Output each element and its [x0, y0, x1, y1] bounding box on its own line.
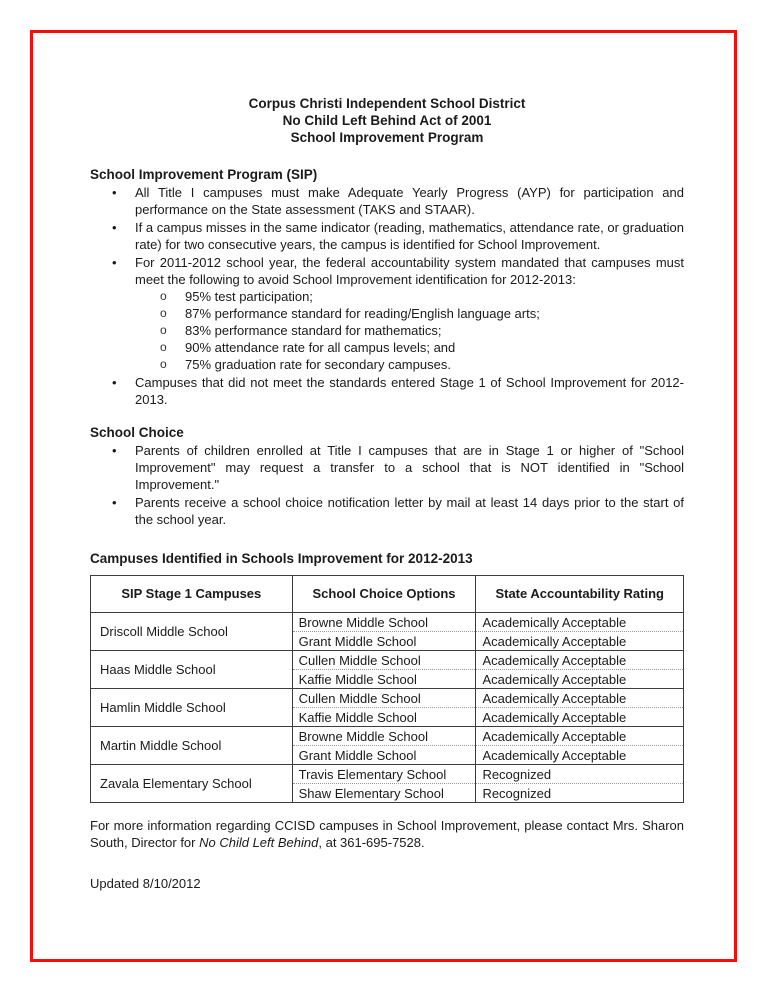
choice-cell: Cullen Middle School — [292, 689, 476, 708]
contact-paragraph — [90, 817, 684, 851]
contact-text-after: , at 361-695-7528. — [318, 835, 425, 850]
sip-sub-bullet-2 — [90, 305, 684, 322]
disc-bullet-icon: • — [112, 495, 117, 510]
disc-bullet-icon: • — [112, 375, 117, 390]
rating-cell: Academically Acceptable — [476, 670, 684, 689]
choice-bullet-1 — [90, 442, 684, 493]
column-header-rating: State Accountability Rating — [476, 576, 684, 613]
disc-bullet-icon: • — [112, 255, 117, 270]
document-page-border — [30, 30, 737, 962]
table-row — [91, 651, 684, 670]
rating-cell: Recognized — [476, 784, 684, 803]
sip-bullet-1 — [90, 184, 684, 218]
campus-cell: Haas Middle School — [91, 651, 293, 689]
choice-bullet-2-text: Parents receive a school choice notification letter by mail at least 14 days prior to the start of the school year. — [135, 495, 684, 527]
choice-bullet-2 — [90, 494, 684, 528]
sip-bullet-2 — [90, 219, 684, 253]
sip-sub-bullet-3 — [90, 322, 684, 339]
rating-cell: Recognized — [476, 765, 684, 784]
choice-cell: Grant Middle School — [292, 746, 476, 765]
sip-sub-bullet-3-text: 83% performance standard for mathematics; — [185, 323, 442, 338]
table-header-row — [91, 576, 684, 613]
circle-bullet-icon: o — [160, 323, 167, 337]
campus-table — [90, 575, 684, 803]
rating-cell: Academically Acceptable — [476, 708, 684, 727]
choice-cell: Kaffie Middle School — [292, 670, 476, 689]
sip-sub-bullet-4 — [90, 339, 684, 356]
choice-cell: Grant Middle School — [292, 632, 476, 651]
campus-cell: Zavala Elementary School — [91, 765, 293, 803]
table-row — [91, 689, 684, 708]
campus-cell: Hamlin Middle School — [91, 689, 293, 727]
column-header-choice-options: School Choice Options — [292, 576, 476, 613]
sip-sub-bullet-1-text: 95% test participation; — [185, 289, 313, 304]
sip-sub-bullet-5-text: 75% graduation rate for secondary campuses. — [185, 357, 451, 372]
circle-bullet-icon: o — [160, 306, 167, 320]
rating-cell: Academically Acceptable — [476, 632, 684, 651]
disc-bullet-icon: • — [112, 185, 117, 200]
sip-bullet-4-text: Campuses that did not meet the standards entered Stage 1 of School Improvement for 2012-2013. — [135, 375, 684, 407]
sip-bullet-3-text: For 2011-2012 school year, the federal accountability system mandated that campuses must meet the following to avoid School Improvement identification for 2012-2013: — [135, 255, 684, 287]
choice-cell: Shaw Elementary School — [292, 784, 476, 803]
sip-bullet-3 — [90, 254, 684, 288]
circle-bullet-icon: o — [160, 357, 167, 371]
table-row — [91, 727, 684, 746]
document-title-block — [90, 95, 684, 146]
table-row — [91, 765, 684, 784]
circle-bullet-icon: o — [160, 340, 167, 354]
sip-sub-bullet-4-text: 90% attendance rate for all campus levels; and — [185, 340, 456, 355]
choice-bullet-1-text: Parents of children enrolled at Title I campuses that are in Stage 1 or higher of "School Improvement" may request a transfer to a school that is NOT identified in "School Improvement." — [135, 443, 684, 492]
rating-cell: Academically Acceptable — [476, 613, 684, 632]
choice-cell: Browne Middle School — [292, 727, 476, 746]
title-program: School Improvement Program — [290, 130, 484, 145]
rating-cell: Academically Acceptable — [476, 746, 684, 765]
school-choice-heading: School Choice — [90, 425, 184, 440]
sip-section-heading: School Improvement Program (SIP) — [90, 167, 318, 182]
sip-bullet-1-text: All Title I campuses must make Adequate Yearly Progress (AYP) for participation and performance on the State assessment (TAKS and STAAR). — [135, 185, 684, 217]
circle-bullet-icon: o — [160, 289, 167, 303]
sip-bullet-2-text: If a campus misses in the same indicator (reading, mathematics, attendance rate, or graduation rate) for two consecutive years, the campus is identified for School Improvement. — [135, 220, 684, 252]
table-row — [91, 613, 684, 632]
rating-cell: Academically Acceptable — [476, 651, 684, 670]
title-district: Corpus Christi Independent School District — [248, 96, 526, 111]
choice-cell: Cullen Middle School — [292, 651, 476, 670]
contact-text-before: For more information regarding CCISD campuses in School Improvement, please contact Mrs. Sharon South, Director for — [90, 818, 684, 850]
rating-cell: Academically Acceptable — [476, 727, 684, 746]
sip-bullet-4 — [90, 374, 684, 408]
document-content — [33, 33, 734, 892]
contact-italic-phrase: No Child Left Behind — [199, 835, 319, 850]
updated-date: Updated 8/10/2012 — [90, 876, 201, 891]
rating-cell: Academically Acceptable — [476, 689, 684, 708]
disc-bullet-icon: • — [112, 220, 117, 235]
title-act: No Child Left Behind Act of 2001 — [282, 113, 492, 128]
choice-cell: Browne Middle School — [292, 613, 476, 632]
sip-sub-bullet-2-text: 87% performance standard for reading/English language arts; — [185, 306, 540, 321]
choice-cell: Kaffie Middle School — [292, 708, 476, 727]
campus-cell: Driscoll Middle School — [91, 613, 293, 651]
campus-table-heading: Campuses Identified in Schools Improvement for 2012-2013 — [90, 551, 473, 566]
sip-sub-bullet-5 — [90, 356, 684, 373]
campus-cell: Martin Middle School — [91, 727, 293, 765]
choice-cell: Travis Elementary School — [292, 765, 476, 784]
sip-sub-bullet-1 — [90, 288, 684, 305]
column-header-sip-campuses: SIP Stage 1 Campuses — [91, 576, 293, 613]
disc-bullet-icon: • — [112, 443, 117, 458]
